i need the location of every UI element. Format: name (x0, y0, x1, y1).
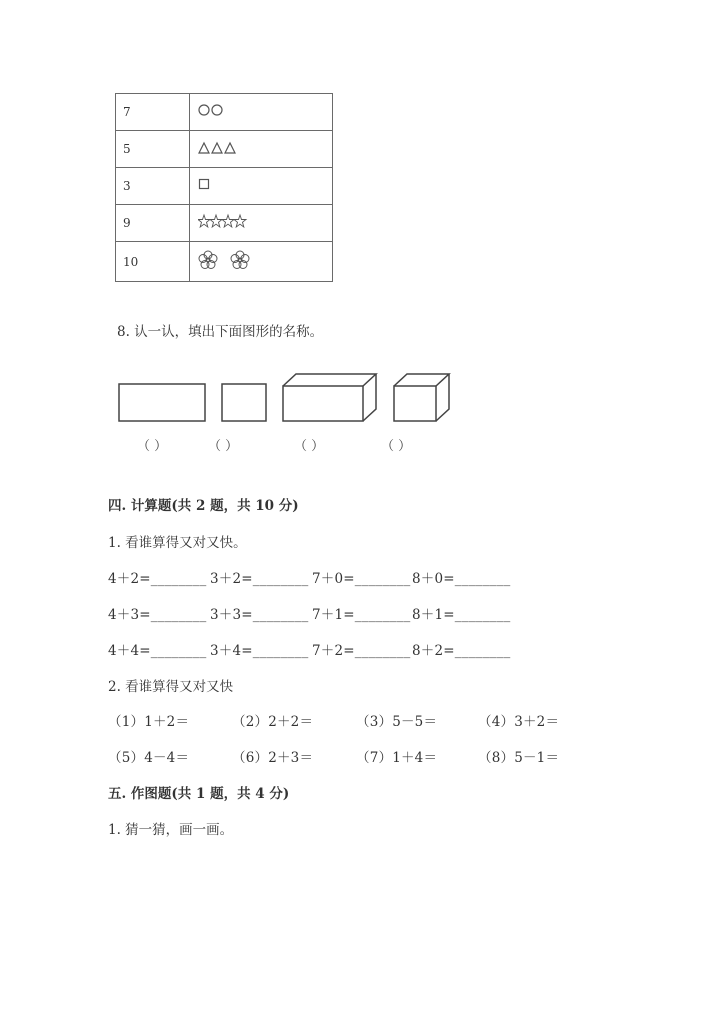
rectangle-shape (119, 384, 205, 421)
shape-cell (190, 131, 333, 168)
section-5-heading: 五. 作图题(共 1 题，共 4 分) (108, 786, 290, 802)
circle-icon (198, 101, 258, 119)
calc-item: （6）2＋3＝ (232, 750, 314, 766)
calc-item: （1）1＋2＝ (108, 714, 190, 730)
calc-item: 3＋2=________ (210, 571, 309, 587)
calc-item: 8＋2=________ (412, 643, 511, 659)
table-row (116, 205, 333, 242)
section-4-q2-title: 2. 看谁算得又对又快 (108, 679, 234, 695)
shape-cell (190, 242, 333, 282)
number-cell: 5 (116, 131, 190, 168)
cube-shape (394, 374, 449, 421)
calc-item: 8＋1=________ (412, 607, 511, 623)
calc-item: （2）2＋2＝ (232, 714, 314, 730)
section-4-q1-title: 1. 看谁算得又对又快。 (108, 535, 247, 551)
section-5-q1-title: 1. 猜一猜，画一画。 (108, 822, 234, 838)
number-cell: 7 (116, 94, 190, 131)
cuboid-shape (283, 374, 376, 421)
answer-blank-1[interactable]: （ ） (137, 439, 168, 454)
calc-item: （8）5－1＝ (478, 750, 560, 766)
section-4-heading: 四. 计算题(共 2 题，共 10 分) (108, 498, 299, 514)
calc-item: 4＋3=________ (108, 607, 207, 623)
triangle-icon (198, 138, 258, 156)
question-8-title: 8. 认一认，填出下面图形的名称。 (117, 324, 324, 340)
table-row (116, 94, 333, 131)
shape-cell (190, 205, 333, 242)
solid-shapes-figure (110, 368, 460, 428)
calc-item: 7＋1=________ (312, 607, 411, 623)
square-shape (222, 384, 266, 421)
number-cell: 3 (116, 168, 190, 205)
shape-cell (190, 94, 333, 131)
calc-item: 8＋0=________ (412, 571, 511, 587)
table-row (116, 242, 333, 282)
calc-item: 4＋4=________ (108, 643, 207, 659)
number-cell: 10 (116, 242, 190, 282)
calc-item: （7）1＋4＝ (356, 750, 438, 766)
shape-cell (190, 168, 333, 205)
table-row (116, 168, 333, 205)
calc-item: （3）5－5＝ (356, 714, 438, 730)
calc-item: （5）4－4＝ (108, 750, 190, 766)
calc-item: 3＋4=________ (210, 643, 309, 659)
matching-table (115, 93, 333, 282)
calc-item: （4）3＋2＝ (478, 714, 560, 730)
answer-blank-3[interactable]: （ ） (294, 439, 325, 454)
square-icon (198, 175, 258, 193)
calc-item: 4＋2=________ (108, 571, 207, 587)
flower-icon (198, 248, 268, 272)
calc-item: 7＋2=________ (312, 643, 411, 659)
star-icon (198, 212, 258, 230)
calc-item: 7＋0=________ (312, 571, 411, 587)
table-row (116, 131, 333, 168)
calc-item: 3＋3=________ (210, 607, 309, 623)
answer-blank-2[interactable]: （ ） (208, 439, 239, 454)
number-cell: 9 (116, 205, 190, 242)
answer-blank-4[interactable]: （ ） (381, 439, 412, 454)
